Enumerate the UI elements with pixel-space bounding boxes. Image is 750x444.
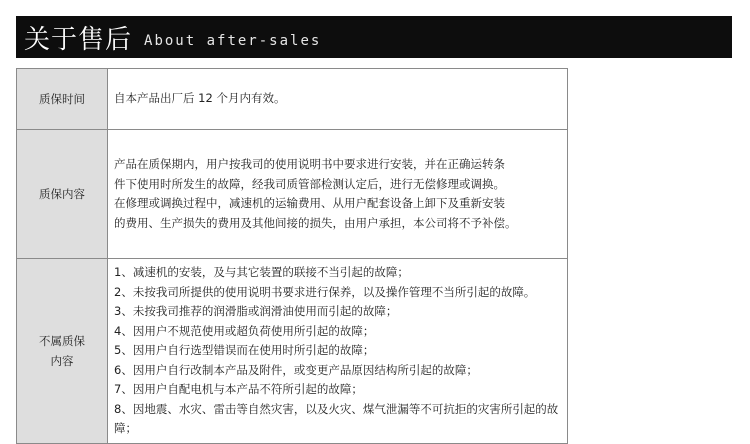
- warranty-content-label: 质保内容: [17, 130, 108, 259]
- exclusions-label: [17, 259, 108, 444]
- exclusions-label-line: 不属质保: [39, 333, 85, 348]
- exclusion-item: 1、减速机的安装，及与其它装置的联接不当引起的故障；: [114, 265, 409, 279]
- exclusion-item: 2、未按我司所提供的使用说明书要求进行保养，以及操作管理不当所引起的故障。: [114, 284, 536, 299]
- warranty-content-line: 件下使用时所发生的故障，经我司质管部检测认定后，进行无偿修理或调换。: [114, 176, 505, 191]
- section-header: [16, 16, 732, 58]
- header-title: 关于售后: [24, 24, 133, 55]
- warranty-content-content: [108, 130, 568, 259]
- exclusions-content: [108, 259, 568, 444]
- warranty-content-line: 产品在质保期内，用户按我司的使用说明书中要求进行安装，并在正确运转条: [114, 157, 505, 171]
- header-subtitle: About after-sales: [144, 33, 322, 49]
- exclusion-item: 3、未按我司推荐的润滑脂或润滑油使用而引起的故障；: [114, 304, 398, 318]
- exclusion-item: 8、因地震、水灾、雷击等自然灾害，以及火灾、煤气泄漏等不可抗拒的灾害所引起的故障；: [114, 401, 559, 435]
- exclusion-item: 6、因用户自行改制本产品及附件，或变更产品原因结构所引起的故障；: [114, 362, 478, 377]
- exclusion-item: 5、因用户自行选型错误而在使用时所引起的故障；: [114, 343, 375, 357]
- warranty-content-line: 的费用、生产损失的费用及其他间接的损失，由用户承担，本公司将不予补偿。: [114, 215, 517, 230]
- warranty-period-text: 自本产品出厂后 12 个月内有效。: [114, 91, 286, 106]
- warranty-period-label: 质保时间: [17, 69, 108, 130]
- exclusion-item: 4、因用户不规范使用或超负荷使用所引起的故障；: [114, 323, 375, 338]
- exclusion-item: 7、因用户自配电机与本产品不符所引起的故障；: [114, 382, 363, 396]
- table-row-exclusions: [17, 259, 568, 444]
- warranty-period-content: [108, 69, 568, 130]
- exclusions-label-line: 内容: [50, 353, 74, 368]
- after-sales-table: [16, 68, 568, 444]
- table-row-warranty-content: [17, 130, 568, 259]
- warranty-content-line: 在修理或调换过程中，减速机的运输费用、从用户配套设备上卸下及重新安装: [114, 196, 505, 210]
- table-row-warranty-period: [17, 69, 568, 130]
